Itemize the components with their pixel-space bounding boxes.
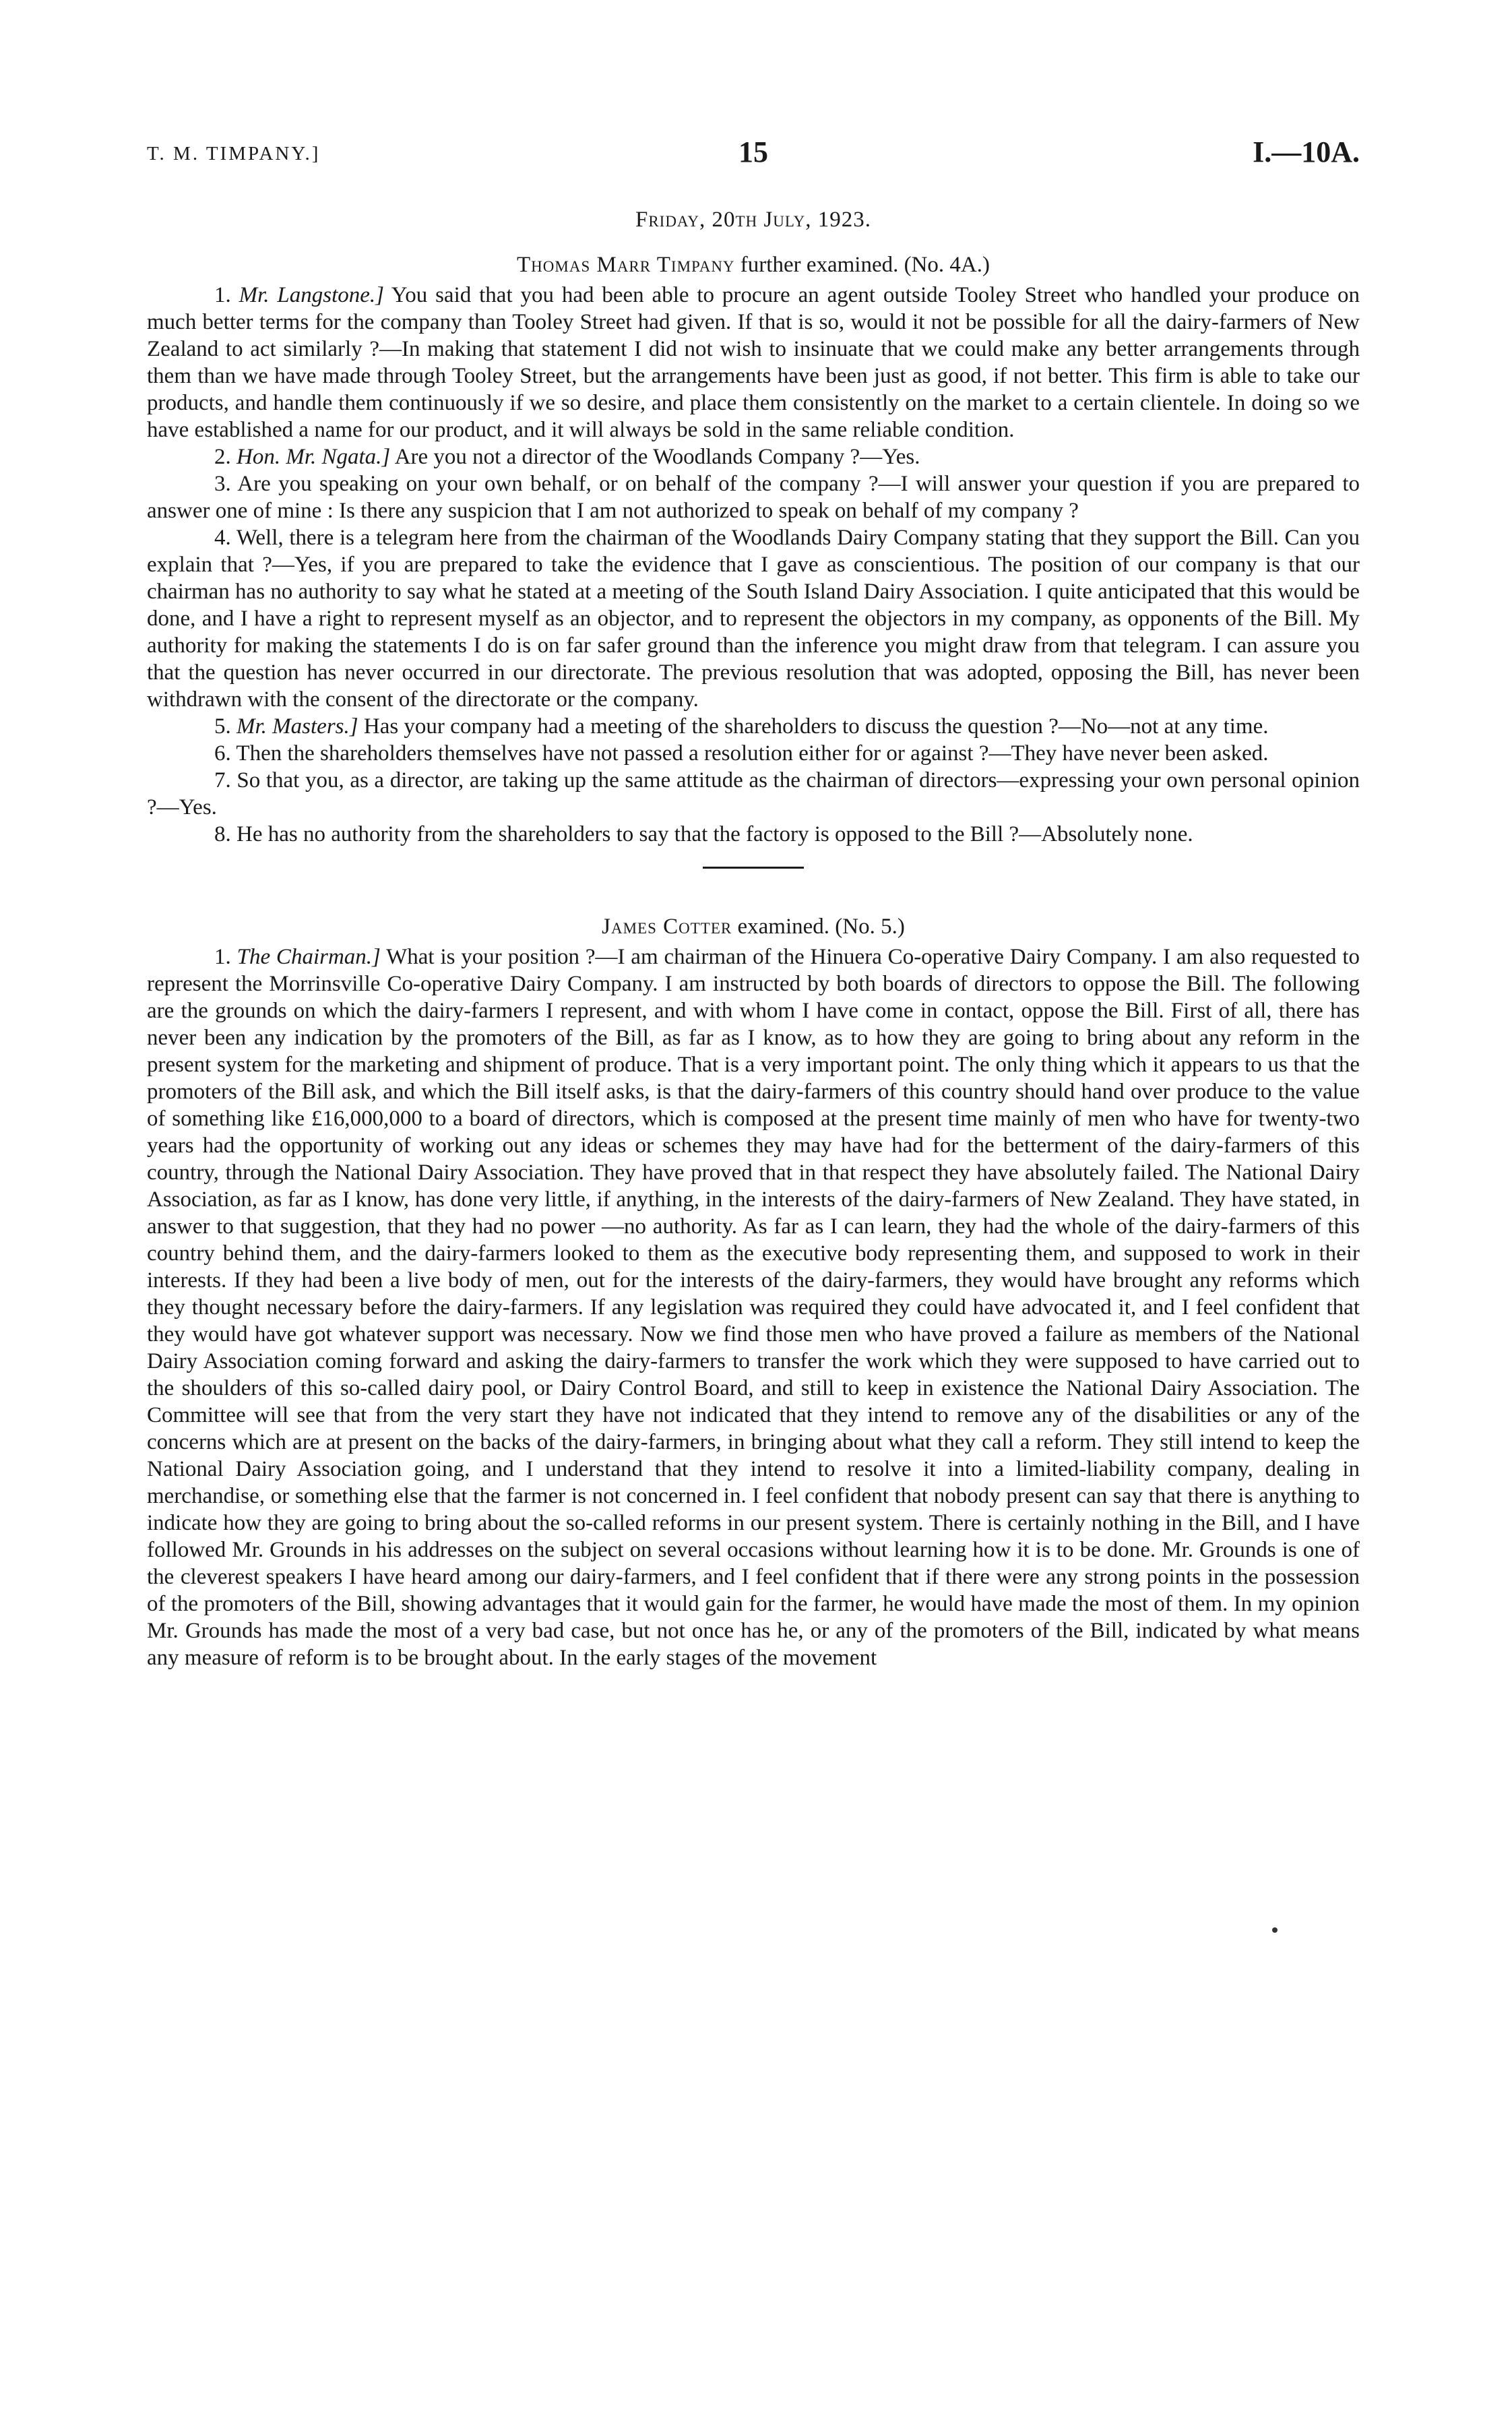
question-text: Are you not a director of the Woodlands Company ?—Yes.: [394, 445, 920, 469]
witness-name: Thomas Marr Timpany: [517, 253, 735, 277]
margin-dot: [1272, 1927, 1278, 1933]
witness-name: James Cotter: [602, 914, 732, 939]
question-text: He has no authority from the shareholders to say that the factory is opposed to the Bill ?—Absolutely none.: [237, 822, 1193, 846]
speaker-name: Mr. Masters.]: [237, 714, 358, 739]
question-text: So that you, as a director, are taking up the same attitude as the chairman of directors—expressing your own personal opinion ?—Yes.: [147, 768, 1360, 819]
question-text: Are you speaking on your own behalf, or on behalf of the company ?—I will answer your question if you are prepared to answer one of mine : Is there any suspicion that I am not authorized to speak on behalf of my company ?: [147, 472, 1360, 523]
running-head: [147, 135, 1360, 175]
question-paragraph: [147, 767, 1360, 821]
question-paragraph: [147, 282, 1360, 443]
question-paragraph: [147, 740, 1360, 767]
question-paragraph: [147, 524, 1360, 713]
question-number: 1.: [214, 945, 231, 969]
question-number: 5.: [214, 714, 231, 739]
witness-heading-rest: examined. (No. 5.): [737, 914, 905, 939]
sitting-date: Friday, 20th July, 1923.: [635, 208, 872, 232]
question-number: 3.: [214, 472, 231, 496]
question-text: Then the shareholders themselves have not passed a resolution either for or against ?—They have never been asked.: [236, 741, 1269, 766]
witness-heading-rest: further examined. (No. 4A.): [740, 253, 990, 277]
question-number: 6.: [214, 741, 231, 766]
question-paragraph: [147, 821, 1360, 848]
question-text: You said that you had been able to procure an agent outside Tooley Street who handled your produce on much better terms for the company than Tooley Street had given. If that is so, would it not be possible for all the dairy-farmers of New Zealand to act similarly ?—In making that statement I did not wish to insinuate that we could make any better arrangements through them than we have made through Tooley Street, but the arrangements have been just as good, if not better. This firm is able to take our products, and handle them continuously if we so desire, and place them consistently on the market to a certain clientele. In doing so we have established a name for our product, and it will always be sold in the same reliable condition.: [147, 283, 1360, 442]
question-text: What is your position ?—I am chairman of the Hinuera Co-operative Dairy Company. I am also requested to represent the Morrinsville Co-operative Dairy Company. I am instructed by both boards of directors to oppose the Bill. The following are the grounds on which the dairy-farmers I represent, and with whom I have come in contact, oppose the Bill. First of all, there has never been any indication by the promoters of the Bill, as far as I know, as to how they are going to bring about any reform in the present system for the marketing and shipment of produce. That is a very important point. The only thing which it appears to us that the promoters of the Bill ask, and which the Bill itself asks, is that the dairy-farmers of this country should hand over produce to the value of something like £16,000,000 to a board of directors, which is composed at the present time mainly of men who have for twenty-two years had the opportunity of working out any ideas or schemes they may have had for the betterment of the dairy-farmers of this country, through the National Dairy Association. They have proved that in that respect they have absolutely failed. The National Dairy Association, as far as I know, has done very little, if anything, in the interests of the dairy-farmers of New Zealand. They have stated, in answer to that suggestion, that they had no power —no authority. As far as I can learn, they had the whole of the dairy-farmers of this country behind them, and the dairy-farmers looked to them as the executive body representing them, and supposed to work in their interests. If they had been a live body of men, out for the interests of the dairy-farmers, they would have brought any reforms which they thought necessary before the dairy-farmers. If any legislation was required they could have advocated it, and I feel confident that they would have got whatever support was necessary. Now we find those men who have proved a failure as members of the National Dairy Association coming forward and asking the dairy-farmers to transfer the work which they were supposed to have carried out to the shoulders of this so-called dairy pool, or Dairy Control Board, and still to keep in existence the National Dairy Association. The Committee will see that from the very start they have not indicated that they intend to remove any of the disabilities or any of the concerns which are at present on the backs of the dairy-farmers, in bringing about what they call a reform. They still intend to keep the National Dairy Association going, and I understand that they intend to resolve it into a limited-liability company, dealing in merchandise, or something else that the farmer is not concerned in. I feel confident that nobody present can say that there is anything to indicate how they are going to bring about the so-called reforms in our present system. There is certainly nothing in the Bill, and I have followed Mr. Grounds in his addresses on the subject on several occasions without learning how it is to be done. Mr. Grounds is one of the cleverest speakers I have heard among our dairy-farmers, and I feel confident that if there were any strong points in the possession of the promoters of the Bill, showing advantages that it would gain for the farmer, he would have made the most of them. In my opinion Mr. Grounds has made the most of a very bad case, but not once has he, or any of the promoters of the Bill, indicated by what means any measure of reform is to be brought about. In the early stages of the movement: [147, 945, 1360, 1670]
document-page: [147, 135, 1360, 1671]
question-text: Has your company had a meeting of the shareholders to discuss the question ?—No—not at any time.: [363, 714, 1269, 739]
question-paragraph: [147, 470, 1360, 524]
question-number: 8.: [214, 822, 231, 846]
question-number: 7.: [214, 768, 231, 793]
speaker-name: Hon. Mr. Ngata.]: [237, 445, 391, 469]
evidence-section-timpany: [147, 282, 1360, 848]
running-head-witness: T. M. TIMPANY.]: [147, 143, 321, 164]
question-text: Well, there is a telegram here from the chairman of the Woodlands Dairy Company stating that they support the Bill. Can you explain that ?—Yes, if you are prepared to take the evidence that I gave as conscientious. The position of our company is that our chairman has no authority to say what he stated at a meeting of the South Island Dairy Association. I quite anticipated that this would be done, and I have a right to represent myself as an objector, and to represent the objectors in my company, as opponents of the Bill. My authority for making the statements I do is on far safer ground than the inference you might draw from that telegram. I can assure you that the question has never occurred in our directorate. The previous resolution that was adopted, opposing the Bill, has never been withdrawn with the consent of the directorate or the company.: [147, 526, 1360, 712]
page-number: 15: [738, 135, 768, 168]
document-reference: I.—10A.: [1253, 135, 1360, 168]
witness-heading-cotter: [147, 914, 1360, 939]
question-number: 1.: [214, 283, 231, 307]
section-divider: [703, 867, 804, 869]
witness-heading-timpany: [147, 253, 1360, 278]
question-number: 2.: [214, 445, 231, 469]
question-paragraph: [147, 943, 1360, 1671]
question-paragraph: [147, 443, 1360, 470]
speaker-name: The Chairman.]: [237, 945, 381, 969]
question-paragraph: [147, 713, 1360, 740]
evidence-section-cotter: [147, 943, 1360, 1671]
speaker-name: Mr. Langstone.]: [239, 283, 385, 307]
question-number: 4.: [214, 526, 231, 550]
